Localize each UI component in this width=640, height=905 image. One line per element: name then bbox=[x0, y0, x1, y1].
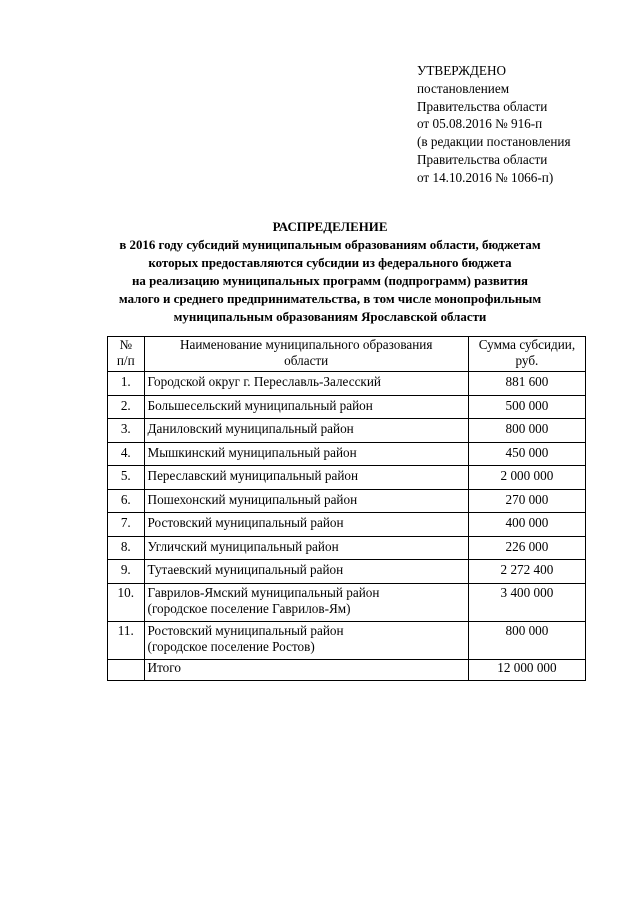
row-name-line: Ростовский муниципальный район bbox=[147, 622, 344, 638]
approval-line: от 14.10.2016 № 1066-п) bbox=[417, 169, 554, 185]
row-sum: 270 000 bbox=[468, 489, 585, 513]
header-sum bbox=[468, 337, 585, 372]
title-line: малого и среднего предпринимательства, в том числе монопрофильным bbox=[118, 291, 542, 306]
approval-line: постановлением bbox=[417, 80, 510, 96]
row-name-line: Пошехонский муниципальный район bbox=[147, 491, 358, 507]
row-sum: 3 400 000 bbox=[468, 583, 585, 621]
row-name-line: Переславский муниципальный район bbox=[147, 468, 359, 483]
table-row bbox=[108, 583, 586, 621]
total-sum: 12 000 000 bbox=[468, 659, 585, 680]
approval-line: Правительства области bbox=[417, 98, 548, 114]
distribution-table bbox=[107, 336, 586, 681]
title-line: муниципальным образованиям Ярославской области bbox=[173, 309, 487, 324]
header-sum-line: Сумма субсидии, bbox=[478, 337, 576, 352]
header-sum-line: руб. bbox=[515, 353, 539, 368]
table-total-row bbox=[108, 659, 586, 680]
table-row bbox=[108, 489, 586, 513]
approval-line: (в редакции постановления bbox=[417, 134, 571, 150]
header-name-line: Наименование муниципального образования bbox=[179, 337, 433, 352]
row-sum: 450 000 bbox=[468, 442, 585, 466]
total-num bbox=[108, 659, 145, 680]
row-name-line: Ростовский муниципальный район bbox=[147, 515, 344, 530]
row-name-line: Городской округ г. Переславль-Залесский bbox=[147, 374, 381, 389]
row-sum: 500 000 bbox=[468, 395, 585, 419]
row-sum: 2 272 400 bbox=[468, 560, 585, 584]
row-num: 9. bbox=[108, 560, 145, 584]
row-name bbox=[144, 513, 468, 537]
row-num: 1. bbox=[108, 372, 145, 396]
row-name-line: Мышкинский муниципальный район bbox=[147, 444, 357, 460]
row-name bbox=[144, 442, 468, 466]
row-num: 8. bbox=[108, 536, 145, 560]
row-num: 7. bbox=[108, 513, 145, 537]
row-name-line: (городское поселение Гаврилов-Ям) bbox=[147, 600, 351, 616]
title-line: в 2016 году субсидий муниципальным образованиям области, бюджетам bbox=[119, 237, 541, 252]
table-header-row bbox=[108, 337, 586, 372]
row-name bbox=[144, 560, 468, 584]
row-num: 3. bbox=[108, 419, 145, 443]
row-num: 10. bbox=[108, 583, 145, 621]
table-row bbox=[108, 419, 586, 443]
table-row bbox=[108, 466, 586, 490]
table-row bbox=[108, 621, 586, 659]
row-name-line: (городское поселение Ростов) bbox=[147, 638, 315, 654]
row-name bbox=[144, 372, 468, 396]
row-name bbox=[144, 536, 468, 560]
document-title bbox=[60, 219, 600, 326]
table-row bbox=[108, 560, 586, 584]
title-line: которых предоставляются субсидии из федерального бюджета bbox=[148, 255, 512, 270]
row-num: 11. bbox=[108, 621, 145, 659]
total-label: Итого bbox=[144, 659, 468, 680]
table-row bbox=[108, 442, 586, 466]
row-sum: 800 000 bbox=[468, 621, 585, 659]
approval-line: от 05.08.2016 № 916-п bbox=[417, 116, 543, 132]
header-num-line: № bbox=[119, 337, 133, 352]
row-name bbox=[144, 489, 468, 513]
row-sum: 881 600 bbox=[468, 372, 585, 396]
table-row bbox=[108, 536, 586, 560]
row-num: 2. bbox=[108, 395, 145, 419]
approval-line: УТВЕРЖДЕНО bbox=[417, 63, 507, 78]
title-heading: РАСПРЕДЕЛЕНИЕ bbox=[272, 220, 388, 234]
row-name bbox=[144, 583, 468, 621]
header-name-line: области bbox=[284, 353, 329, 368]
row-name bbox=[144, 621, 468, 659]
row-sum: 226 000 bbox=[468, 536, 585, 560]
row-num: 5. bbox=[108, 466, 145, 490]
header-num bbox=[108, 337, 145, 372]
row-sum: 2 000 000 bbox=[468, 466, 585, 490]
row-num: 6. bbox=[108, 489, 145, 513]
table-row bbox=[108, 513, 586, 537]
row-name-line: Гаврилов-Ямский муниципальный район bbox=[147, 584, 380, 600]
approval-line: Правительства области bbox=[417, 151, 548, 167]
row-name-line: Большесельский муниципальный район bbox=[147, 397, 373, 413]
row-name bbox=[144, 395, 468, 419]
table-row bbox=[108, 372, 586, 396]
row-name bbox=[144, 466, 468, 490]
row-sum: 400 000 bbox=[468, 513, 585, 537]
header-num-line: п/п bbox=[116, 353, 135, 368]
row-name bbox=[144, 419, 468, 443]
row-num: 4. bbox=[108, 442, 145, 466]
row-name-line: Даниловский муниципальный район bbox=[147, 421, 354, 436]
header-name bbox=[144, 337, 468, 372]
row-name-line: Тутаевский муниципальный район bbox=[147, 562, 344, 577]
row-name-line: Угличский муниципальный район bbox=[147, 538, 339, 554]
table-row bbox=[108, 395, 586, 419]
approval-stamp bbox=[417, 62, 627, 187]
title-line: на реализацию муниципальных программ (подпрограмм) развития bbox=[132, 273, 528, 288]
row-sum: 800 000 bbox=[468, 419, 585, 443]
